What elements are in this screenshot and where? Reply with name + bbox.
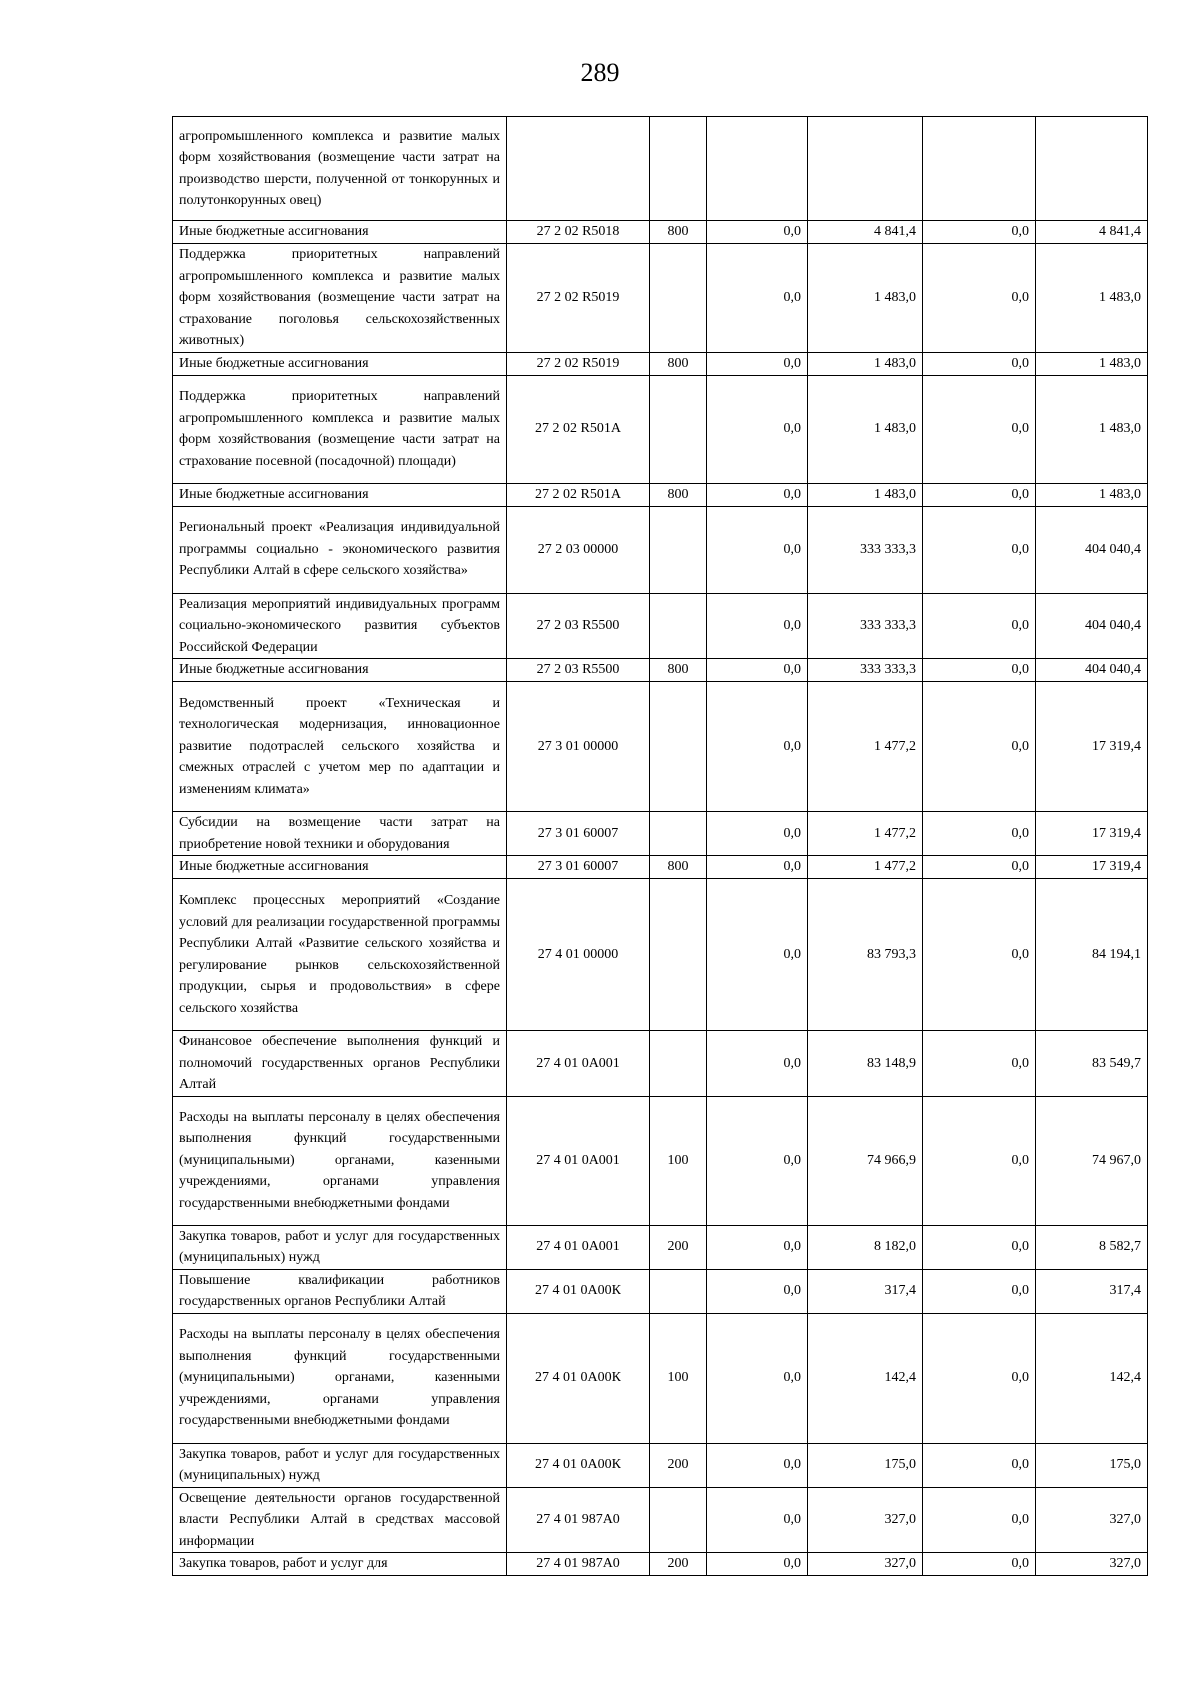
row-value-2: 1 477,2	[808, 812, 923, 856]
row-value-2: 1 483,0	[808, 483, 923, 506]
table-row	[173, 352, 1148, 375]
row-code: 27 4 01 987А0	[507, 1487, 650, 1553]
table-row	[173, 483, 1148, 506]
row-value-2	[808, 117, 923, 221]
row-value-1: 0,0	[707, 879, 808, 1031]
row-code: 27 3 01 60007	[507, 856, 650, 879]
row-value-4: 1 483,0	[1036, 244, 1148, 353]
row-kvr	[650, 1487, 707, 1553]
row-kvr: 800	[650, 483, 707, 506]
row-name: Расходы на выплаты персоналу в целях обеспечения выполнения функций государственными (муниципальными) органами, казенными учреждениями, органами управления государственными внебюджетными фондами	[173, 1313, 507, 1443]
table-row	[173, 375, 1148, 483]
table-row	[173, 1487, 1148, 1553]
row-value-2: 327,0	[808, 1487, 923, 1553]
row-name: Закупка товаров, работ и услуг для государственных (муниципальных) нужд	[173, 1443, 507, 1487]
table-row	[173, 117, 1148, 221]
table-row	[173, 682, 1148, 812]
row-value-2: 1 477,2	[808, 682, 923, 812]
row-code: 27 2 03 R5500	[507, 593, 650, 659]
row-value-2: 74 966,9	[808, 1096, 923, 1225]
row-value-4: 1 483,0	[1036, 352, 1148, 375]
row-kvr: 200	[650, 1553, 707, 1576]
row-code	[507, 117, 650, 221]
row-value-2: 8 182,0	[808, 1225, 923, 1269]
table-row	[173, 1031, 1148, 1097]
table-row	[173, 244, 1148, 353]
row-value-4: 74 967,0	[1036, 1096, 1148, 1225]
row-kvr	[650, 593, 707, 659]
row-value-1: 0,0	[707, 856, 808, 879]
row-value-4: 327,0	[1036, 1487, 1148, 1553]
row-name: Субсидии на возмещение части затрат на приобретение новой техники и оборудования	[173, 812, 507, 856]
row-code: 27 2 03 00000	[507, 506, 650, 593]
table-row	[173, 1443, 1148, 1487]
row-value-3: 0,0	[923, 1553, 1036, 1576]
row-value-2: 175,0	[808, 1443, 923, 1487]
row-value-4: 404 040,4	[1036, 506, 1148, 593]
row-code: 27 2 02 R5019	[507, 244, 650, 353]
row-value-1	[707, 117, 808, 221]
row-value-3: 0,0	[923, 1443, 1036, 1487]
row-code: 27 4 01 0А001	[507, 1031, 650, 1097]
table-row	[173, 221, 1148, 244]
row-value-4: 175,0	[1036, 1443, 1148, 1487]
table-row	[173, 593, 1148, 659]
row-value-4: 17 319,4	[1036, 856, 1148, 879]
row-code: 27 3 01 00000	[507, 682, 650, 812]
row-value-2: 327,0	[808, 1553, 923, 1576]
table-row	[173, 659, 1148, 682]
row-name: Ведомственный проект «Техническая и технологическая модернизация, инновационное развитие подотраслей сельского хозяйства и смежных отраслей с учетом мер по адаптации и изменениям климата»	[173, 682, 507, 812]
row-kvr	[650, 682, 707, 812]
row-code: 27 3 01 60007	[507, 812, 650, 856]
row-value-2: 142,4	[808, 1313, 923, 1443]
row-kvr	[650, 812, 707, 856]
row-code: 27 2 02 R501A	[507, 483, 650, 506]
row-kvr: 800	[650, 659, 707, 682]
row-code: 27 2 03 R5500	[507, 659, 650, 682]
row-value-2: 333 333,3	[808, 593, 923, 659]
row-value-1: 0,0	[707, 1225, 808, 1269]
row-value-4: 317,4	[1036, 1269, 1148, 1313]
row-name: Иные бюджетные ассигнования	[173, 352, 507, 375]
row-value-1: 0,0	[707, 812, 808, 856]
row-value-3: 0,0	[923, 244, 1036, 353]
row-value-1: 0,0	[707, 352, 808, 375]
row-value-1: 0,0	[707, 659, 808, 682]
row-value-2: 83 148,9	[808, 1031, 923, 1097]
row-name: Комплекс процессных мероприятий «Создание условий для реализации государственной программы Республики Алтай «Развитие сельского хозяйства и регулирование рынков сельскохозяйственной продукции, сырья и продовольствия» в сфере сельского хозяйства	[173, 879, 507, 1031]
row-value-1: 0,0	[707, 1553, 808, 1576]
row-value-2: 1 483,0	[808, 244, 923, 353]
table-row	[173, 1225, 1148, 1269]
row-value-3: 0,0	[923, 856, 1036, 879]
row-value-3: 0,0	[923, 1313, 1036, 1443]
row-kvr: 800	[650, 221, 707, 244]
row-kvr	[650, 117, 707, 221]
row-value-3: 0,0	[923, 1031, 1036, 1097]
row-name: Освещение деятельности органов государственной власти Республики Алтай в средствах массовой информации	[173, 1487, 507, 1553]
row-name: Финансовое обеспечение выполнения функций и полномочий государственных органов Республики Алтай	[173, 1031, 507, 1097]
row-value-1: 0,0	[707, 221, 808, 244]
row-code: 27 2 02 R501A	[507, 375, 650, 483]
row-value-1: 0,0	[707, 682, 808, 812]
row-code: 27 2 02 R5019	[507, 352, 650, 375]
row-value-3: 0,0	[923, 879, 1036, 1031]
row-value-4: 142,4	[1036, 1313, 1148, 1443]
row-value-4: 17 319,4	[1036, 682, 1148, 812]
row-kvr	[650, 1269, 707, 1313]
row-name: Закупка товаров, работ и услуг для государственных (муниципальных) нужд	[173, 1225, 507, 1269]
row-value-2: 4 841,4	[808, 221, 923, 244]
row-kvr	[650, 244, 707, 353]
row-value-3: 0,0	[923, 375, 1036, 483]
row-value-2: 333 333,3	[808, 659, 923, 682]
table-row	[173, 1313, 1148, 1443]
row-value-3: 0,0	[923, 221, 1036, 244]
row-value-2: 1 483,0	[808, 375, 923, 483]
row-value-1: 0,0	[707, 244, 808, 353]
row-value-1: 0,0	[707, 375, 808, 483]
row-value-4: 404 040,4	[1036, 659, 1148, 682]
row-name: Иные бюджетные ассигнования	[173, 659, 507, 682]
row-value-2: 317,4	[808, 1269, 923, 1313]
row-value-1: 0,0	[707, 1313, 808, 1443]
row-value-3	[923, 117, 1036, 221]
row-value-4: 84 194,1	[1036, 879, 1148, 1031]
row-value-4: 17 319,4	[1036, 812, 1148, 856]
table-row	[173, 879, 1148, 1031]
row-value-1: 0,0	[707, 593, 808, 659]
row-value-1: 0,0	[707, 483, 808, 506]
row-value-2: 1 477,2	[808, 856, 923, 879]
row-value-3: 0,0	[923, 1096, 1036, 1225]
row-value-4	[1036, 117, 1148, 221]
row-value-3: 0,0	[923, 1487, 1036, 1553]
row-value-4: 1 483,0	[1036, 483, 1148, 506]
row-code: 27 4 01 0А001	[507, 1225, 650, 1269]
row-value-1: 0,0	[707, 1096, 808, 1225]
row-value-4: 1 483,0	[1036, 375, 1148, 483]
row-name: Региональный проект «Реализация индивидуальной программы социально - экономического развития Республики Алтай в сфере сельского хозяйства»	[173, 506, 507, 593]
row-value-3: 0,0	[923, 659, 1036, 682]
table-row	[173, 856, 1148, 879]
row-name: Поддержка приоритетных направлений агропромышленного комплекса и развитие малых форм хозяйствования (возмещение части затрат на страхование посевной (посадочной) площади)	[173, 375, 507, 483]
row-kvr: 200	[650, 1443, 707, 1487]
row-value-4: 404 040,4	[1036, 593, 1148, 659]
row-name: Поддержка приоритетных направлений агропромышленного комплекса и развитие малых форм хозяйствования (возмещение части затрат на страхование поголовья сельскохозяйственных животных)	[173, 244, 507, 353]
row-value-4: 8 582,7	[1036, 1225, 1148, 1269]
row-name: Закупка товаров, работ и услуг для	[173, 1553, 507, 1576]
row-kvr	[650, 375, 707, 483]
row-value-4: 83 549,7	[1036, 1031, 1148, 1097]
row-value-2: 83 793,3	[808, 879, 923, 1031]
budget-table	[172, 116, 1148, 1576]
row-value-3: 0,0	[923, 506, 1036, 593]
row-name: Реализация мероприятий индивидуальных программ социально-экономического развития субъектов Российской Федерации	[173, 593, 507, 659]
row-value-1: 0,0	[707, 1443, 808, 1487]
row-kvr	[650, 506, 707, 593]
row-value-3: 0,0	[923, 1225, 1036, 1269]
row-value-2: 1 483,0	[808, 352, 923, 375]
row-value-1: 0,0	[707, 1031, 808, 1097]
row-kvr: 100	[650, 1096, 707, 1225]
row-value-3: 0,0	[923, 682, 1036, 812]
row-kvr: 200	[650, 1225, 707, 1269]
row-value-1: 0,0	[707, 1487, 808, 1553]
row-value-4: 327,0	[1036, 1553, 1148, 1576]
table-row	[173, 1096, 1148, 1225]
table-row	[173, 812, 1148, 856]
row-kvr: 800	[650, 352, 707, 375]
row-name: Иные бюджетные ассигнования	[173, 483, 507, 506]
row-value-4: 4 841,4	[1036, 221, 1148, 244]
row-value-1: 0,0	[707, 1269, 808, 1313]
row-code: 27 4 01 987А0	[507, 1553, 650, 1576]
row-code: 27 4 01 00000	[507, 879, 650, 1031]
row-name: Иные бюджетные ассигнования	[173, 221, 507, 244]
table-row	[173, 1269, 1148, 1313]
row-code: 27 4 01 0А00К	[507, 1443, 650, 1487]
row-name: агропромышленного комплекса и развитие малых форм хозяйствования (возмещение части затрат на производство шерсти, полученной от тонкорунных и полутонкорунных овец)	[173, 117, 507, 221]
row-kvr: 800	[650, 856, 707, 879]
row-code: 27 4 01 0А001	[507, 1096, 650, 1225]
row-name: Расходы на выплаты персоналу в целях обеспечения выполнения функций государственными (муниципальными) органами, казенными учреждениями, органами управления государственными внебюджетными фондами	[173, 1096, 507, 1225]
row-value-3: 0,0	[923, 352, 1036, 375]
row-kvr	[650, 1031, 707, 1097]
row-value-3: 0,0	[923, 483, 1036, 506]
row-value-2: 333 333,3	[808, 506, 923, 593]
table-row	[173, 1553, 1148, 1576]
row-code: 27 4 01 0А00К	[507, 1269, 650, 1313]
row-code: 27 2 02 R5018	[507, 221, 650, 244]
row-kvr	[650, 879, 707, 1031]
row-kvr: 100	[650, 1313, 707, 1443]
row-value-1: 0,0	[707, 506, 808, 593]
row-name: Повышение квалификации работников государственных органов Республики Алтай	[173, 1269, 507, 1313]
row-code: 27 4 01 0А00К	[507, 1313, 650, 1443]
row-value-3: 0,0	[923, 812, 1036, 856]
row-value-3: 0,0	[923, 1269, 1036, 1313]
row-name: Иные бюджетные ассигнования	[173, 856, 507, 879]
page-number: 289	[580, 58, 620, 87]
table-body	[173, 117, 1148, 1576]
table-row	[173, 506, 1148, 593]
row-value-3: 0,0	[923, 593, 1036, 659]
